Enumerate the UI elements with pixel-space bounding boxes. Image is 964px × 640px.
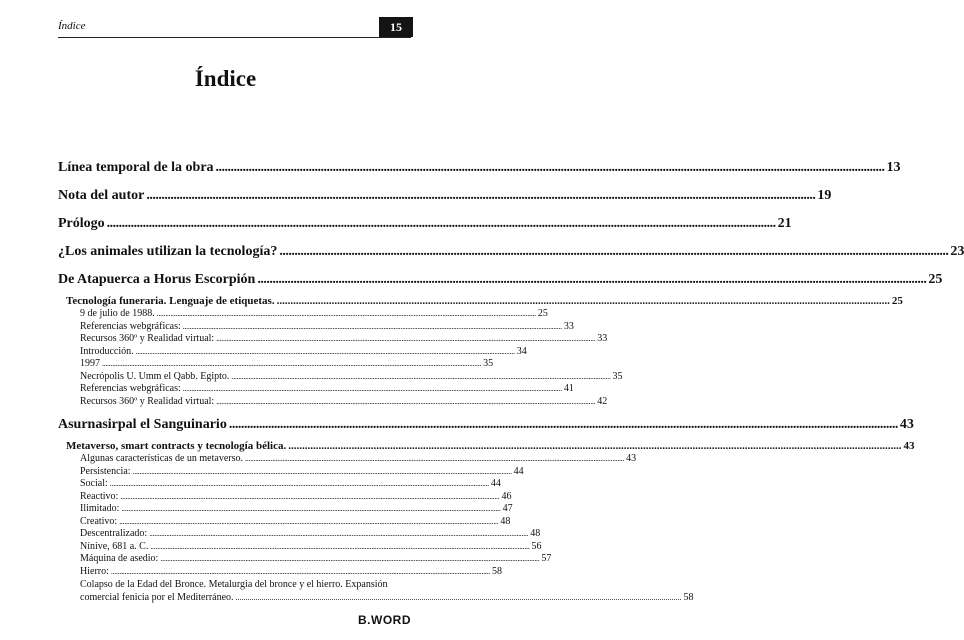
toc-item[interactable]: Referencias webgráficas: ..... 33	[58, 321, 413, 334]
toc-item[interactable]: Recursos 360º y Realidad virtual: ..... 42	[58, 396, 413, 409]
table-of-contents	[58, 160, 964, 604]
toc-entry[interactable]: Nota del autor ..... 19	[58, 188, 413, 208]
toc-item-line: Colapso de la Edad del Bronce. Metalurgia del bronce y el hierro. Expansión	[80, 579, 388, 590]
toc-item-multiline[interactable]	[58, 578, 694, 604]
toc-item[interactable]: Referencias webgráficas: ..... 41	[58, 383, 413, 396]
toc-item[interactable]: Ilimitado: ..... 47	[58, 503, 413, 516]
running-header-label: Índice	[58, 20, 86, 32]
toc-item[interactable]: 9 de julio de 1988. ..... 25	[58, 308, 413, 321]
toc-item-page: 58	[683, 592, 694, 603]
page-number-badge: 15	[379, 17, 413, 37]
page-title: Índice	[194, 66, 257, 91]
toc-section-heading[interactable]: Asurnasirpal el Sanguinario ..... 43	[58, 417, 413, 437]
toc-item[interactable]: Hierro: ..... 58	[58, 566, 413, 579]
toc-item[interactable]: Creativo: ..... 48	[58, 516, 413, 529]
toc-item[interactable]: Recursos 360º y Realidad virtual: ..... 33	[58, 333, 413, 346]
toc-entry[interactable]: Prólogo ..... 21	[58, 216, 413, 236]
running-header	[58, 17, 411, 38]
toc-entry[interactable]: ¿Los animales utilizan la tecnología? ..... 23	[58, 244, 413, 264]
toc-item[interactable]: Algunas características de un metaverso. ..... 43	[58, 453, 413, 466]
toc-item[interactable]: Introducción. ..... 34	[58, 346, 413, 359]
toc-item[interactable]: Persistencia: ..... 44	[58, 466, 413, 479]
toc-subsection[interactable]: Tecnología funeraria. Lenguaje de etiquetas. ..... 25	[58, 295, 413, 308]
toc-subsection[interactable]: Metaverso, smart contracts y tecnología bélica. ..... 43	[58, 440, 413, 453]
toc-entry[interactable]: Línea temporal de la obra ..... 13	[58, 160, 413, 180]
toc-item[interactable]: Necrópolis U. Umm el Qabb. Egipto. ..... 35	[58, 371, 413, 384]
publisher-logo	[358, 612, 416, 626]
toc-item[interactable]: Máquina de asedio: ..... 57	[58, 553, 413, 566]
toc-item-line: comercial fenicia por el Mediterráneo.	[80, 592, 234, 603]
toc-item[interactable]: Social: ..... 44	[58, 478, 413, 491]
toc-item[interactable]: Reactivo: ..... 46	[58, 491, 413, 504]
toc-section-heading[interactable]: De Atapuerca a Horus Escorpión ..... 25	[58, 272, 413, 292]
logo-text: B.WORD	[358, 613, 411, 627]
toc-item[interactable]: 1997 ..... 35	[58, 358, 413, 371]
toc-item[interactable]: Nínive, 681 a. C. ..... 56	[58, 541, 413, 554]
toc-item[interactable]: Descentralizado: ..... 48	[58, 528, 413, 541]
